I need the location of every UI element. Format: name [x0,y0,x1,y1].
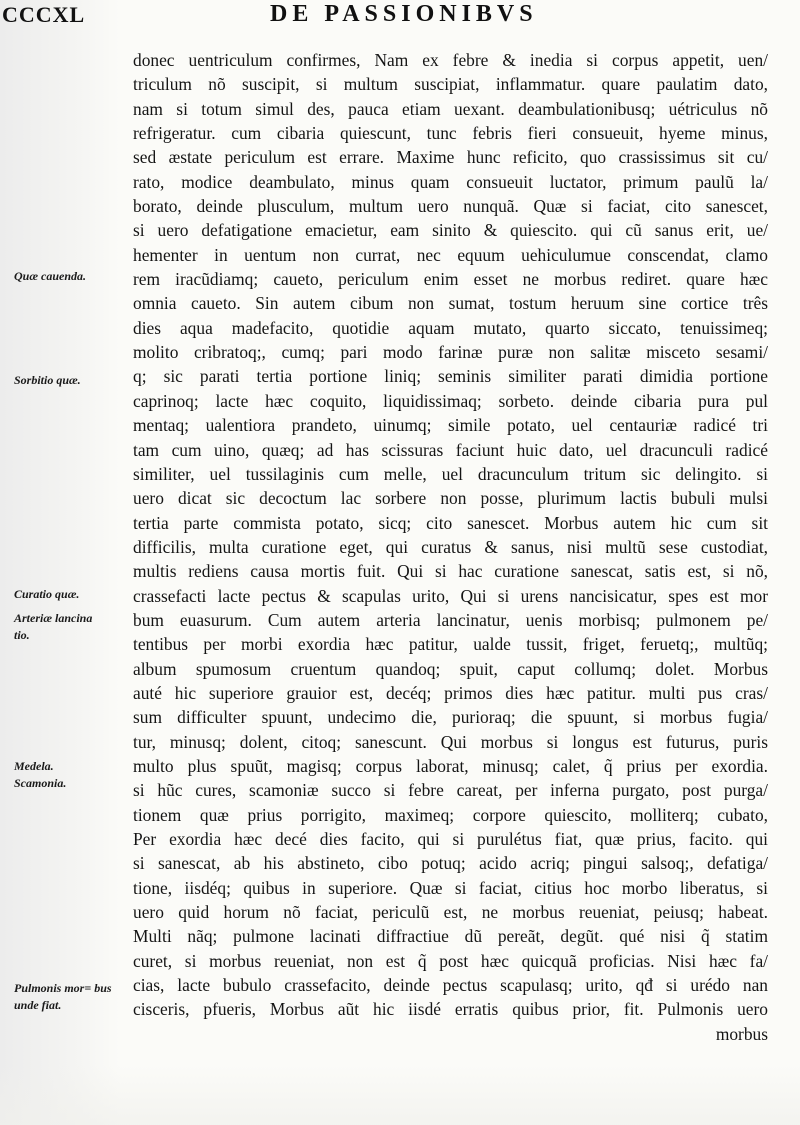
text-line: Multi nãq; pulmone lacinati diffractiue dũ pereãt, degũt. qué nisi q̃ statim [133,926,768,947]
page-header [0,0,800,30]
marginal-note-pulmonis: Pulmonis mor= bus unde fiat. [14,981,112,1012]
text-line: tionem quæ prius porrigito, maximeq; corpore quiescito, molliterq; cubato, [133,804,768,825]
text-line: uero dicat sic decoctum lac sorbere non posse, plurimum lactis bubuli mulsi [133,488,768,509]
marginal-note-sorbitio: Sorbitio quæ. [14,373,81,387]
marginal-note-curatio: Curatio quæ. [14,587,80,601]
text-line: uero quid horum nõ faciat, periculũ est, ne morbus reueniat, peiusq; habeat. [133,902,768,923]
text-line: caprinoq; lacte hæc coquito, liquidissimaq; sorbeto. deinde cibaria pura pul [133,390,768,411]
text-line: dies aqua madefacito, quotidie aquam mutato, quarto siccato, tenuissimeq; [133,317,768,338]
marginal-note-quae-cauenda: Quæ cauenda. [14,269,87,283]
text-line: hementer in uentum non currat, nec equum uehiculumue conscendat, clamo [133,244,768,265]
text-line: rem iracũdiamq; caueto, periculum enim esset ne morbus rediret. quare hæc [133,269,768,290]
text-line: difficilis, multa curatione eget, qui curatus & sanus, nisi multũ sese custodiat, [133,536,768,557]
main-text-block [133,48,768,1046]
text-line: cisceris, pfueris, Morbus aũt hic iisdé erratis quibus prior, fit. Pulmonis uero [133,999,768,1020]
text-line: tentibus per morbi exordia hæc patitur, ualde tussit, friget, feruetq;, multũq; [133,634,768,655]
text-line: tur, minusq; dolent, citoq; sanescunt. Qui morbus si longus est futurus, puris [133,731,768,752]
text-line: si hũc cures, scamoniæ succo si febre careat, per inferna purgato, post purga/ [133,780,768,801]
text-line: borato, deinde plusculum, multum uero nunquã. Quæ si faciat, cito sanescet, [133,196,768,217]
facing-page-margin [0,0,120,1125]
text-line: auté hic superiore grauior est, decéq; primos dies hæc patitur. multi pus cras/ [133,682,768,703]
text-line: album spumosum cruentum quandoq; spuit, caput collumq; dolet. Morbus [133,658,768,679]
text-line: cias, lacte bubulo crassefacito, deinde pectus scapulasq; urito, qđ si urédo nan [133,975,768,996]
text-line: bum euasurum. Cum autem arteria lancinatur, uenis morbisq; pulmonem pe/ [133,609,768,630]
text-line: refrigeratur. cum cibaria quiescunt, tunc febris fieri consueuit, hyeme minus, [133,123,768,144]
text-line: si uero defatigatione emacietur, eam sinito & quiescito. qui cũ sanus erit, ue/ [133,220,768,241]
text-line: si sanescat, ab his abstineto, cibo potuq; acido acriq; pingui salsoq;, defatiga/ [133,853,768,874]
page-bottom-shading [0,1065,800,1125]
text-line: omnia caueto. Sin autem cibum non sumat, tostum heruum sine cortice três [133,293,768,314]
text-line: similiter, uel tussilaginis cum melle, uel dracunculum tritum sic delingito. si [133,463,768,484]
text-line: multis rediens causa mortis fuit. Qui si hac curatione sanescat, satis est, si nõ, [133,561,768,582]
text-line: triculum nõ suscipit, si multum suscipiat, inflammatur. quare paulatim dato, [133,74,768,95]
marginal-note-medela: Medela. Scamonia. [14,759,67,790]
text-line: multo plus spuũt, magisq; corpus laborat, minusq; calet, q̃ prius per exordia. [133,755,768,776]
marginal-note-arteriae: Arteriæ lancina tio. [14,611,93,642]
folio-number: CCCXL [2,2,86,27]
text-line: crassefacti lacte pectus & scapulas urito, Qui si urens nancisicatur, spes est mor [133,585,768,606]
text-line: nam si totum simul des, pauca etiam uexant. deambulationibusq; uétriculus nõ [133,98,768,119]
text-line: Per exordia hæc decé dies facito, qui si purulétus fiat, quæ prius, facito. qui [133,829,768,849]
text-line: sed æstate periculum est errare. Maxime hunc reficito, quo crassissimus sit cu/ [133,147,768,168]
text-line: molito cribratoq;, cumq; pari modo farinæ puræ non salitæ misceto sesami/ [133,342,768,363]
text-line: sum difficulter spuunt, undecimo die, puriorаq; die spuunt, si morbus fugia/ [133,707,768,728]
catchword: morbus [715,1023,768,1044]
text-line: mentaq; ualentiora prandeto, uinumq; simile potato, uel centauriæ radicé tri [133,415,768,436]
running-head: DE PASSIONIBVS [270,1,538,27]
text-line: donec uentriculum confirmes, Nam ex febre & inedia si corpus appetit, uen/ [133,50,768,70]
text-line: curet, si morbus reueniat, non est q̃ post hæc quicquã proficias. Nisi hæc fa/ [133,950,768,971]
text-line: q; sic parati tertia portione liniq; seminis similiter parati dimidia portione [133,366,768,387]
text-line: tam cum uino, quæq; ad has scissuras faciunt huic dato, uel dracunculi radicé [133,439,768,460]
text-line: rato, modice deambulato, minus quam consueuit luctator, primum paulũ la/ [133,171,768,192]
text-line: tertia parte commista potato, sicq; cito sanescet. Morbus autem hic cum sit [133,512,768,533]
text-line: tione, iisdéq; quibus in superiore. Quæ si faciat, citius hoc morbo liberatus, si [133,877,768,898]
